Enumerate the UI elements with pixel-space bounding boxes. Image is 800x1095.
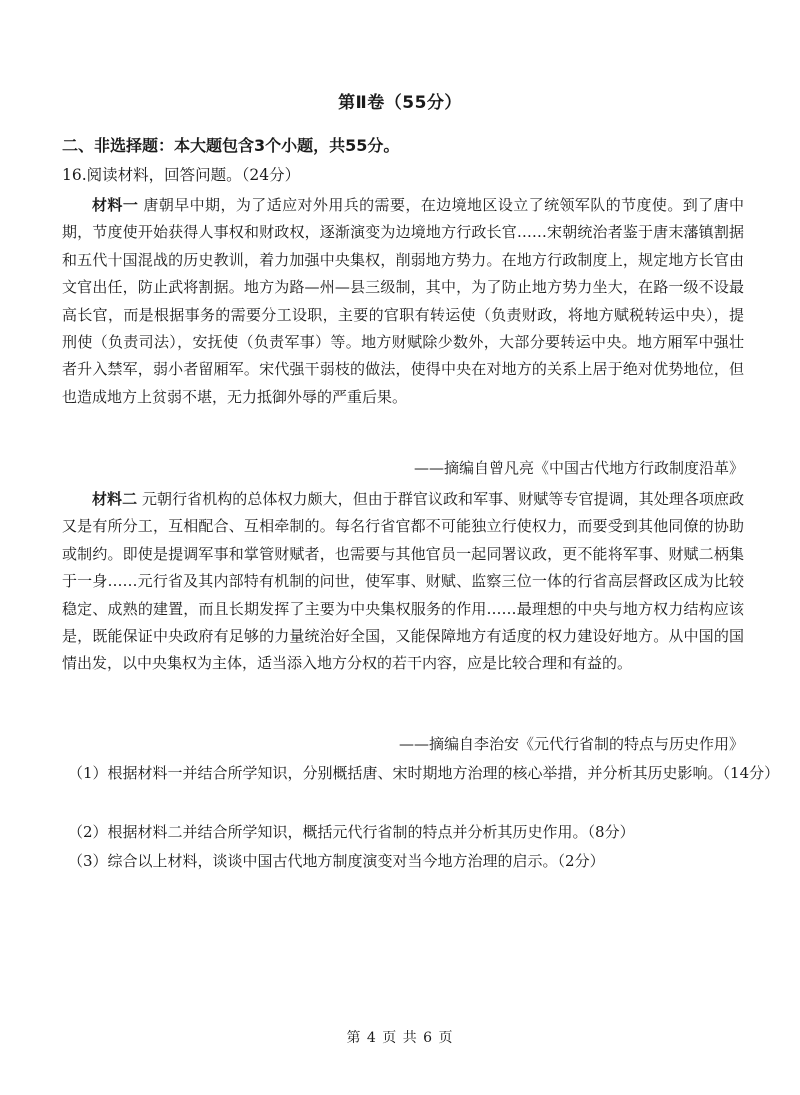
material-2-source: ——摘编自李治安《元代行省制的特点与历史作用》 (398, 735, 744, 753)
material-1-label: 材料一 (92, 196, 139, 214)
material-2 (62, 486, 744, 678)
material-1 (62, 192, 744, 411)
sub-question-1: （1）根据材料一并结合所学知识，分别概括唐、宋时期地方治理的核心举措，并分析其历史影响。（14分） (68, 764, 780, 782)
material-2-text: 元朝行省机构的总体权力颇大，但由于群官议政和军事、财赋等专官提调，其处理各项庶政又是有所分工，互相配合、互相牵制的。每名行省官都不可能独立行使权力，而要受到其他同僚的协助或制约。即使是提调军事和掌管财赋者，也需要与其他官员一起同署议政，更不能将军事、财赋二柄集于一身……元行省及其内部特有机制的问世，使军事、财赋、监察三位一体的行省高层督政区成为比较稳定、成熟的建置，而且长期发挥了主要为中央集权服务的作用……最理想的中央与地方权力结构应该是，既能保证中央政府有足够的力量统治好全国，又能保障地方有适度的权力建设好地方。从中国的国情出发，以中央集权为主体，适当添入地方分权的若干内容，应是比较合理和有益的。 (62, 490, 744, 673)
paper-section-title: 第Ⅱ卷（55分） (338, 93, 462, 113)
sub-question-2: （2）根据材料二并结合所学知识，概括元代行省制的特点并分析其历史作用。（8分） (68, 823, 635, 841)
sub-question-3: （3）综合以上材料，谈谈中国古代地方制度演变对当今地方治理的启示。（2分） (68, 852, 605, 870)
material-1-source: ——摘编自曾凡亮《中国古代地方行政制度沿革》 (413, 459, 744, 477)
section-heading: 二、非选择题：本大题包含3个小题，共55分。 (62, 136, 400, 155)
question-16-heading: 16.阅读材料，回答问题。（24分） (62, 166, 301, 184)
page-footer: 第 4 页 共 6 页 (346, 1030, 454, 1046)
material-2-label: 材料二 (92, 490, 138, 508)
material-1-text: 唐朝早中期，为了适应对外用兵的需要，在边境地区设立了统领军队的节度使。到了唐中期，节度使开始获得人事权和财政权，逐渐演变为边境地方行政长官……宋朝统治者鉴于唐末藩镇割据和五代十国混战的历史教训，着力加强中央集权，削弱地方势力。在地方行政制度上，规定地方长官由文官出任，防止武将割据。地方为路—州—县三级制，其中，为了防止地方势力坐大，在路一级不设最高长官，而是根据事务的需要分工设职，主要的官职有转运使（负责财政，将地方赋税转运中央），提刑使（负责司法），安抚使（负责军事）等。地方财赋除少数外，大部分要转运中央。地方厢军中强壮者升入禁军，弱小者留厢军。宋代强干弱枝的做法，使得中央在对地方的关系上居于绝对优势地位，但也造成地方上贫弱不堪，无力抵御外辱的严重后果。 (62, 196, 744, 406)
